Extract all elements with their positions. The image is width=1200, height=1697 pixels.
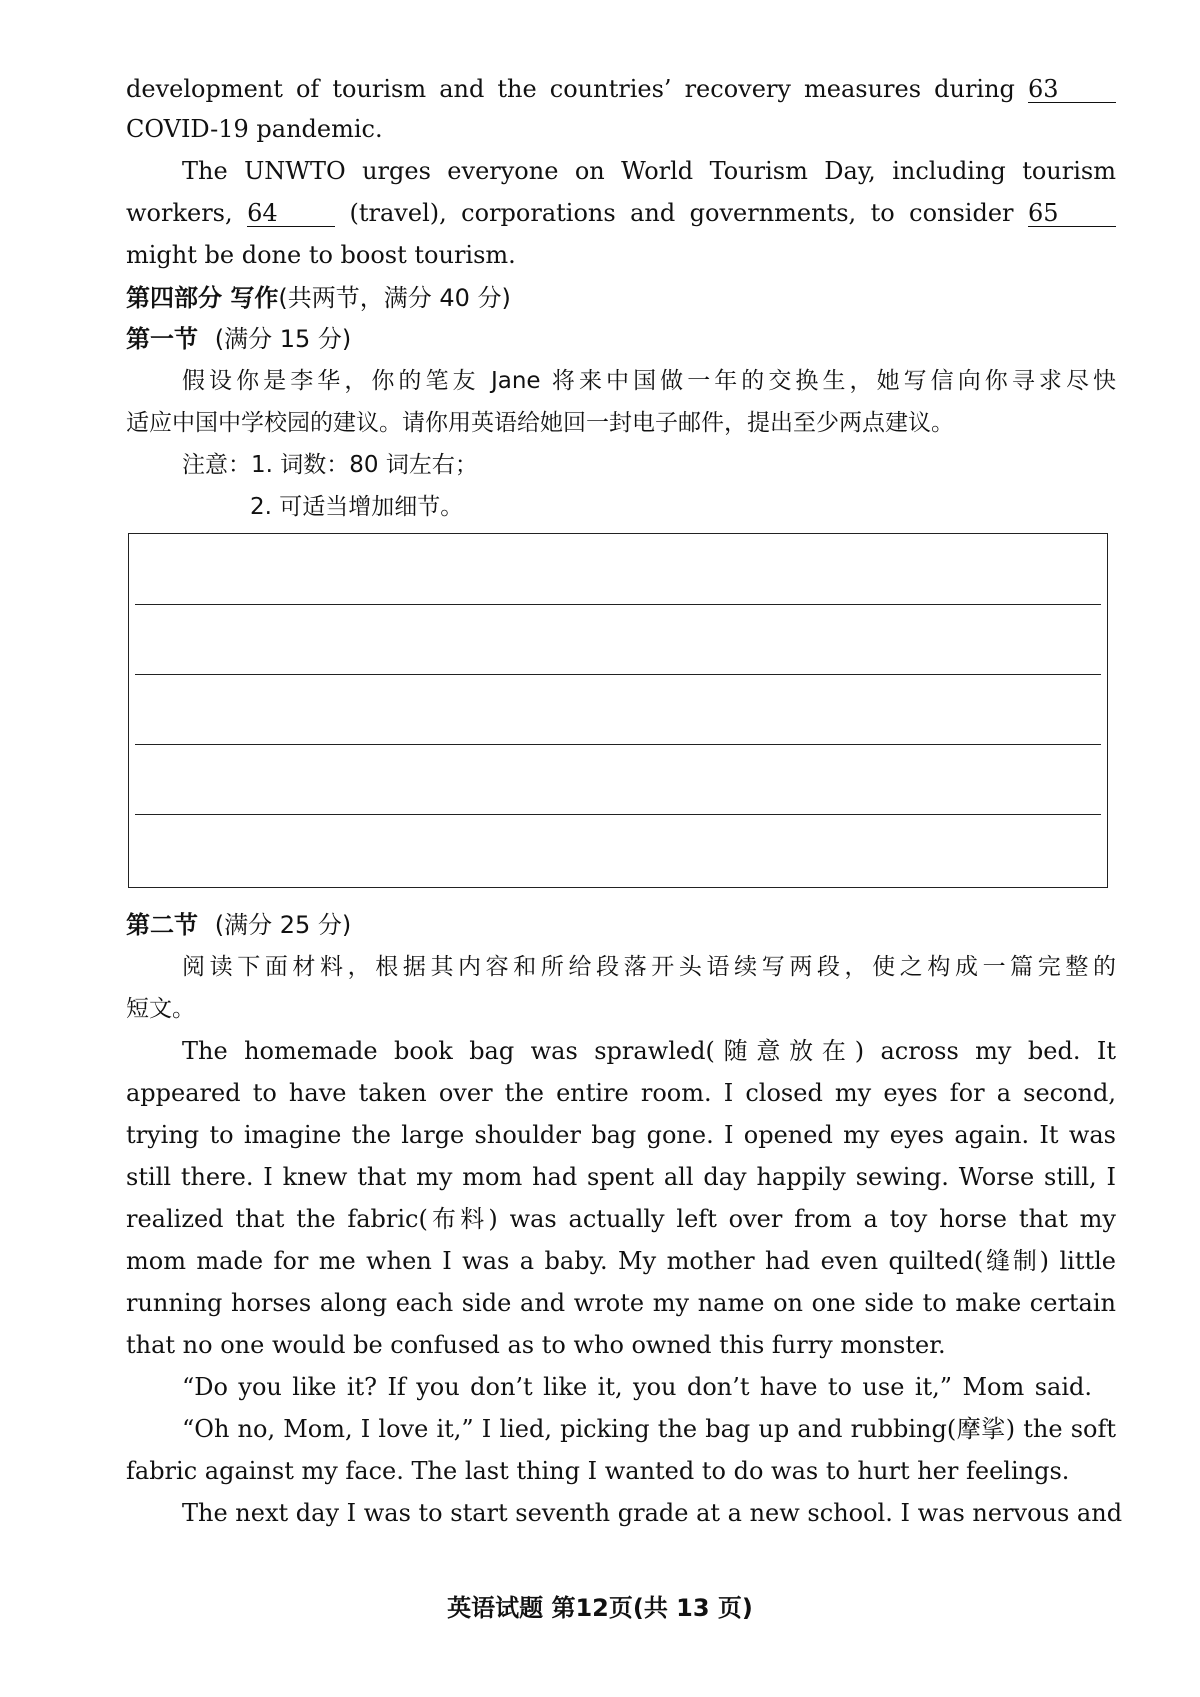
page-footer: 英语试题 第12页(共 13 页) [447, 1594, 753, 1622]
tourism-text: development of tourism and the countries’ recovery measures during [126, 75, 1015, 103]
tourism-line-5: might be done to boost tourism. [126, 241, 516, 269]
blank-64[interactable]: 64 [247, 200, 335, 227]
story-line: The next day I was to start seventh grade at a new school. I was nervous and [182, 1499, 1123, 1527]
section2-instruction-line-1: 阅读下面材料，根据其内容和所给段落开头语续写两段，使之构成一篇完整的 [182, 954, 1116, 980]
story-line: “Oh no, Mom, I love it,” I lied, picking the bag up and rubbing(摩挲) the soft [182, 1415, 1116, 1443]
section1-note-2: 2. 可适当增加细节。 [250, 494, 464, 520]
writing-answer-box[interactable] [128, 533, 1108, 888]
section1-prompt-line-2: 适应中国中学校园的建议。请你用英语给她回一封电子邮件，提出至少两点建议。 [126, 410, 954, 436]
answer-line [135, 744, 1101, 745]
story-line: mom made for me when I was a baby. My mother had even quilted(缝制) little [126, 1247, 1116, 1275]
story-line: trying to imagine the large shoulder bag gone. I opened my eyes again. It was [126, 1121, 1116, 1149]
answer-line [135, 604, 1101, 605]
section1-note-1: 注意：1. 词数：80 词左右； [182, 452, 478, 478]
story-line: still there. I knew that my mom had spent all day happily sewing. Worse still, I [126, 1163, 1116, 1191]
section2-heading [126, 910, 1116, 940]
story-line: The homemade book bag was sprawled(随意放在) across my bed. It [182, 1037, 1116, 1065]
tourism-line-2: COVID-19 pandemic. [126, 115, 383, 143]
tourism-line-3: The UNWTO urges everyone on World Tourism Day, including tourism [182, 157, 1116, 185]
story-line: fabric against my face. The last thing I wanted to do was to hurt her feelings. [126, 1457, 1070, 1485]
section1-points: (满分 15 分) [214, 325, 352, 353]
tourism-text: (travel), corporations and governments, to consider [349, 199, 1014, 227]
part4-title: 第四部分 写作 [126, 284, 279, 312]
tourism-text: workers, [126, 199, 233, 227]
section2-instruction-line-2: 短文。 [126, 996, 195, 1022]
part4-heading [126, 283, 1116, 313]
answer-line [135, 814, 1101, 815]
section2-title: 第二节 [126, 911, 198, 939]
story-line: that no one would be confused as to who owned this furry monster. [126, 1331, 946, 1359]
story-line: appeared to have taken over the entire room. I closed my eyes for a second, [126, 1079, 1116, 1107]
part4-points: (共两节，满分 40 分) [278, 284, 511, 312]
section1-prompt-line-1: 假设你是李华，你的笔友 Jane 将来中国做一年的交换生，她写信向你寻求尽快 [182, 368, 1116, 394]
tourism-line-1 [126, 74, 1116, 104]
section1-heading [126, 324, 1116, 354]
section1-title: 第一节 [126, 325, 198, 353]
section2-points: (满分 25 分) [214, 911, 352, 939]
story-line: “Do you like it? If you don’t like it, you don’t have to use it,” Mom said. [182, 1373, 1092, 1401]
blank-63[interactable]: 63 [1028, 76, 1116, 103]
blank-65[interactable]: 65 [1028, 200, 1116, 227]
tourism-line-4 [126, 198, 1116, 228]
answer-line [135, 674, 1101, 675]
story-line: running horses along each side and wrote my name on one side to make certain [126, 1289, 1116, 1317]
story-line: realized that the fabric(布料) was actually left over from a toy horse that my [126, 1205, 1116, 1233]
